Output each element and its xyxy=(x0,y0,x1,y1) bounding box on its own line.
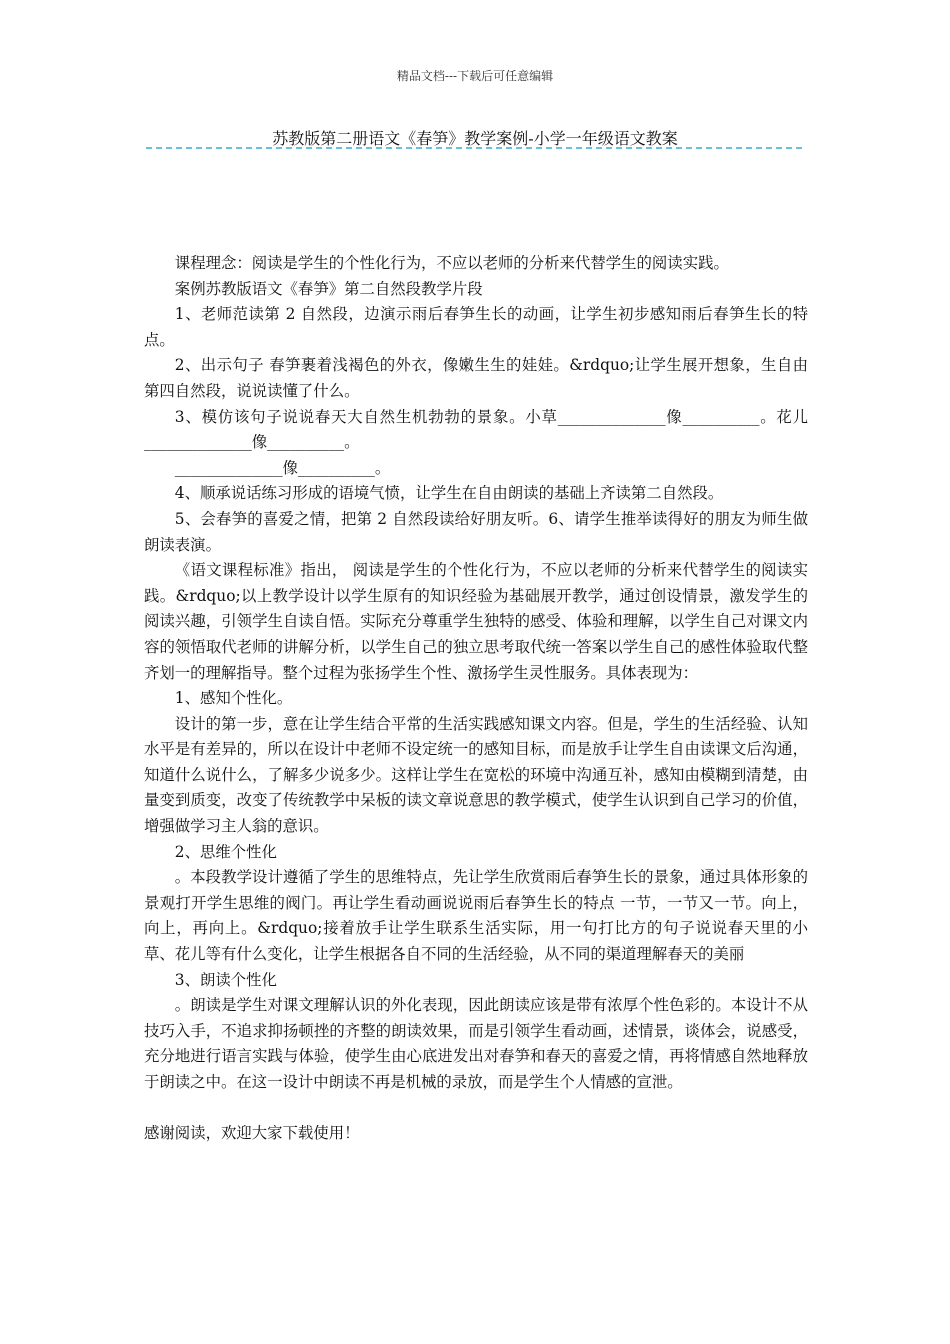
paragraph-reading: 。朗读是学生对课文理解认识的外化表现，因此朗读应该是带有浓厚个性色彩的。本设计不从技巧入手，不追求抑扬顿挫的齐整的朗读效果，而是引领学生看动画，述情景，谈体会，说感受，充分地进行语言实践与体验，使学生由心底进发出对春笋和春天的喜爱之情，再将情感自然地释放于朗读之中。在这一设计中朗读不再是机械的录放，而是学生个人情感的宣泄。 xyxy=(144,996,808,1091)
paragraph-thinking: 。本段教学设计遵循了学生的思维特点，先让学生欣赏雨后春笋生长的景象，通过具体形象的景观打开学生思维的阀门。再让学生看动画说说雨后春笋生长的特点 一节，一节又一节。向上，向上，再向上。&rdquo;接着放手让学生联系生活实际，用一句打比方的句子说说春天里的小草、花儿等有什么变化，让学生根据各自不同的生活经验，从不同的渠道理解春天的美丽 xyxy=(144,868,808,964)
spacer xyxy=(144,1096,808,1122)
paragraph-case-title: 案例苏教版语文《春笋》第二自然段教学片段 xyxy=(174,279,483,298)
document-body xyxy=(144,251,808,1147)
heading-perception: 1、感知个性化。 xyxy=(174,689,293,708)
paragraph-step-4: 4、顺承说话练习形成的语境气愤，让学生在自由朗读的基础上齐读第二自然段。 xyxy=(174,484,724,503)
document-title: 苏教版第二册语文《春笋》教学案例-小学一年级语文教案 xyxy=(272,129,678,148)
page-header-note: 精品文档---下载后可任意编辑 xyxy=(396,69,554,83)
paragraph-analysis: 《语文课程标准》指出， 阅读是学生的个性化行为，不应以老师的分析来代替学生的阅读实践。&rdquo;以上教学设计以学生原有的知识经验为基础展开教学，通过创设情景，激发学生的阅读兴趣，引领学生自读自悟。实际充分尊重学生独特的感受、体验和理解，以学生自己对课文内容的领悟取代老师的讲解分析，以学生自己的独立思考取代统一答案以学生自己的感性体验取代整齐划一的理解指导。整个过程为张扬学生个性、激扬学生灵性服务。具体表现为： xyxy=(144,561,808,682)
title-divider xyxy=(146,147,802,149)
closing-note: 感谢阅读，欢迎大家下载使用！ xyxy=(144,1124,360,1143)
paragraph-course-concept: 课程理念：阅读是学生的个性化行为，不应以老师的分析来代替学生的阅读实践。 xyxy=(174,254,729,272)
paragraph-step-2: 2、出示句子 春笋裹着浅褐色的外衣，像嫩生生的娃娃。&rdquo;让学生展开想象，生自由第四自然段，说说读懂了什么。 xyxy=(144,356,808,400)
paragraph-step-3-blank: ______________像__________。 xyxy=(174,458,391,477)
paragraph-step-3: 3、模仿该句子说说春天大自然生机勃勃的景象。小草______________像__________。花儿______________像__________。 xyxy=(144,407,808,452)
paragraph-step-5-6: 5、会春笋的喜爱之情，把第 2 自然段读给好朋友听。6、请学生推举读得好的朋友为师生做朗读表演。 xyxy=(144,509,808,554)
paragraph-perception: 设计的第一步，意在让学生结合平常的生活实践感知课文内容。但是，学生的生活经验、认知水平是有差异的，所以在设计中老师不设定统一的感知目标，而是放手让学生自由读课文后沟通，知道什么说什么，了解多少说多少。这样让学生在宽松的环境中沟通互补，感知由模糊到清楚，由量变到质变，改变了传统教学中呆板的读文章说意思的教学模式，使学生认识到自己学习的价值，增强做学习主人翁的意识。 xyxy=(144,714,808,836)
paragraph-step-1: 1、老师范读第 2 自然段，边演示雨后春笋生长的动画，让学生初步感知雨后春笋生长的特点。 xyxy=(144,305,808,349)
heading-reading: 3、朗读个性化 xyxy=(174,970,277,989)
heading-thinking: 2、思维个性化 xyxy=(174,842,277,861)
